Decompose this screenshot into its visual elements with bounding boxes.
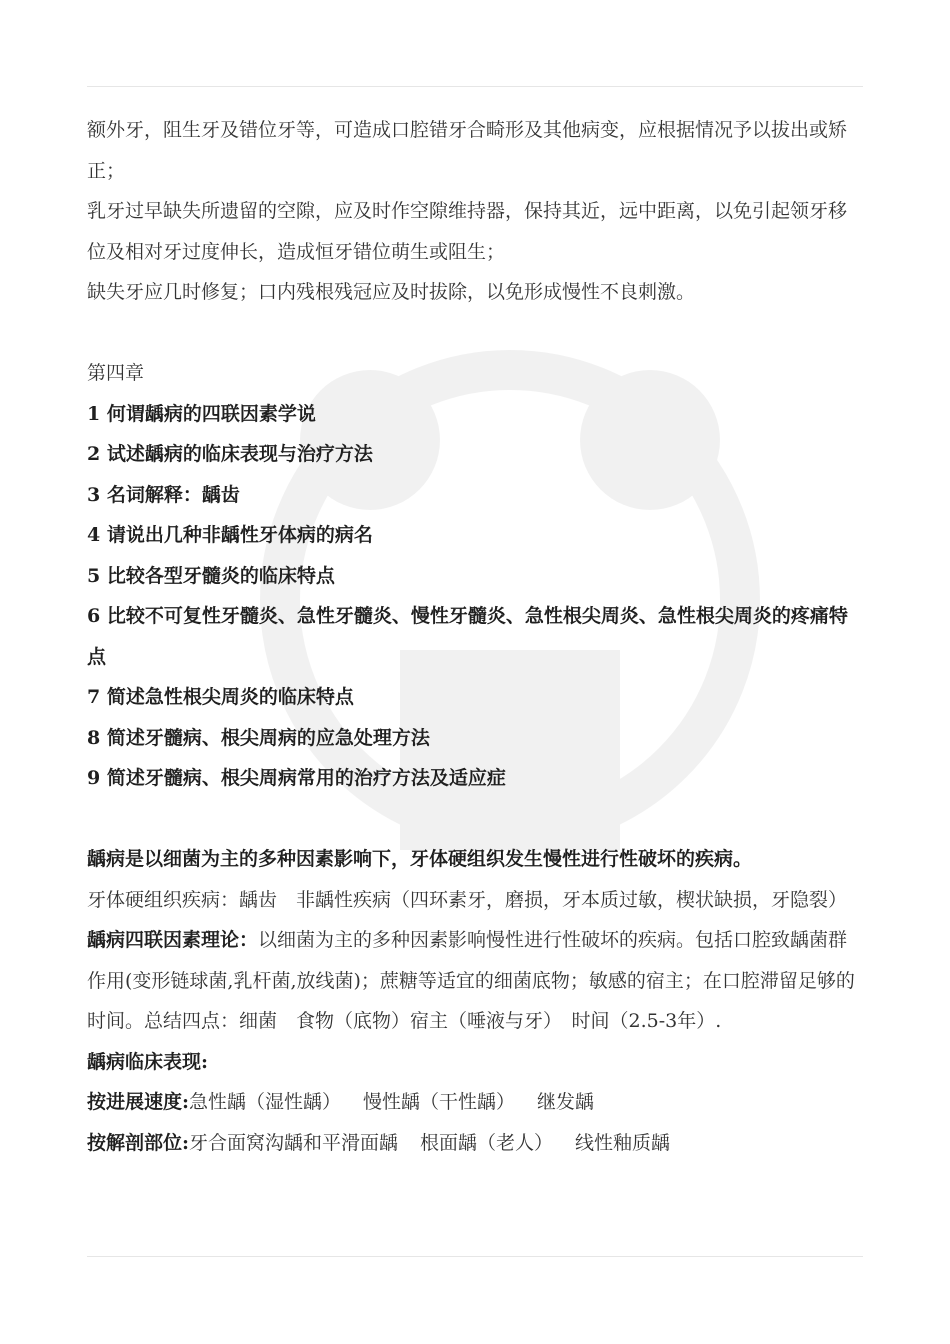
question-6: 6 比较不可复性牙髓炎、急性牙髓炎、慢性牙髓炎、急性根尖周炎、急性根尖周炎的疼痛特点	[87, 605, 848, 668]
question-7: 7 简述急性根尖周炎的临床特点	[87, 686, 354, 708]
site-item: 牙合面窝沟龋和平滑面龋	[189, 1131, 399, 1154]
question-5: 5 比较各型牙髓炎的临床特点	[87, 564, 335, 587]
site-item: 根面龋（老人）	[420, 1131, 554, 1154]
prevention-paragraph-1: 额外牙，阻生牙及错位牙等，可造成口腔错牙合畸形及其他病变，应根据情况予以拔出或矫正；	[87, 119, 848, 182]
question-9: 9 简述牙髓病、根尖周病常用的治疗方法及适应症	[87, 767, 506, 789]
classification-site	[87, 1123, 863, 1164]
caries-definition: 龋病是以细菌为主的多种因素影响下，牙体硬组织发生慢性进行性破坏的疾病。	[87, 848, 753, 870]
question-4: 4 请说出几种非龋性牙体病的病名	[87, 524, 373, 546]
hard-tissue-diseases: 牙体硬组织疾病：龋齿 非龋性疾病（四环素牙，磨损，牙本质过敏，楔状缺损，牙隐裂）	[87, 888, 848, 911]
four-factor-theory	[87, 920, 863, 1042]
site-item: 线性釉质龋	[575, 1131, 671, 1154]
speed-item: 慢性龋（干性龋）	[363, 1091, 516, 1113]
site-label: 按解剖部位:	[87, 1131, 190, 1154]
four-factor-label: 龋病四联因素理论：	[87, 929, 259, 951]
question-1: 1 何谓龋病的四联因素学说	[87, 402, 316, 425]
spacer	[87, 313, 863, 354]
footer-rule	[87, 1256, 863, 1257]
header-rule	[87, 86, 863, 87]
four-factor-text: 以细菌为主的多种因素影响慢性进行性破坏的疾病。包括口腔致龋菌群作用(变形链球菌,乳杆菌,放线菌)；蔗糖等适宜的细菌底物；敏感的宿主；在口腔滞留足够的时间。总结四点：细菌 食物（底物）宿主（唾液与牙） 时间（2.5-3年）.	[87, 929, 855, 1032]
question-8: 8 简述牙髓病、根尖周病的应急处理方法	[87, 726, 430, 749]
prevention-paragraph-3: 缺失牙应几时修复；口内残根残冠应及时拔除，以免形成慢性不良刺激。	[87, 281, 696, 303]
spacer	[87, 799, 863, 840]
clinical-title: 龋病临床表现:	[87, 1050, 209, 1073]
question-3: 3 名词解释：龋齿	[87, 483, 240, 506]
speed-item: 急性龋（湿性龋）	[189, 1091, 342, 1113]
chapter-title: 第四章	[87, 362, 145, 384]
prevention-paragraph-2: 乳牙过早缺失所遗留的空隙，应及时作空隙维持器，保持其近，远中距离，以免引起领牙移位及相对牙过度伸长，造成恒牙错位萌生或阻生；	[87, 200, 848, 263]
classification-speed	[87, 1082, 863, 1123]
speed-label: 按进展速度:	[87, 1091, 190, 1113]
document-body	[87, 110, 863, 1163]
question-2: 2 试述龋病的临床表现与治疗方法	[87, 443, 373, 465]
speed-item: 继发龋	[537, 1091, 595, 1113]
